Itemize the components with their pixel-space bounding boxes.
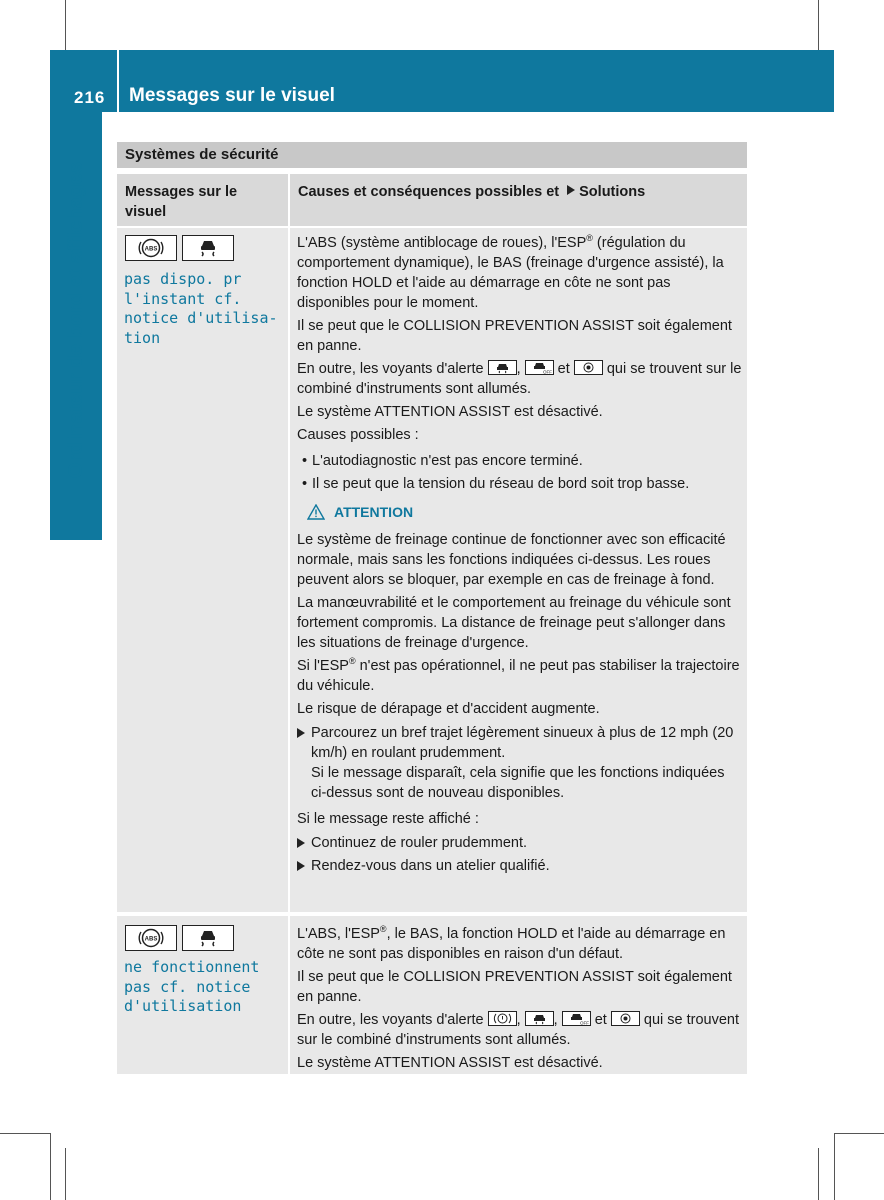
page-number: 216 [74,88,106,107]
row2-text [297,924,743,1076]
warning-triangle-icon [307,504,325,520]
display-line: notice d'utilisa- [124,309,278,327]
solution-step [297,856,743,876]
paragraph [297,656,743,696]
display-line: l'instant cf. [124,289,242,308]
esp-warning-lamp-icon [525,1011,554,1026]
paragraph: Causes possibles : [297,427,419,443]
bullet-mark: • [301,453,308,469]
solution-step [297,723,743,803]
paragraph: Le système ATTENTION ASSIST est désactivé. [297,1055,603,1071]
text-span: n'est pas opérationnel, il ne peut pas stabiliser la trajectoire du véhicule. [297,658,740,694]
text-span: Si l'ESP [297,658,349,674]
esp-off-lamp-icon [525,360,554,375]
crop-mark [50,1133,51,1200]
brake-system-lamp-icon [488,1011,517,1026]
display-line: pas dispo. pr [124,270,242,288]
display-line: tion [124,328,161,347]
text-span: L'ABS (système antiblocage de roues), l'ESP [297,235,587,251]
abs-warning-icon [125,925,177,951]
paragraph: Il se peut que le COLLISION PREVENTION ASSIST soit également en panne. [297,969,732,1005]
warning-heading [307,502,743,522]
crop-mark [834,1133,884,1134]
step-text: Continuez de rouler prudemment. [311,835,528,851]
text-span: En outre, les voyants d'alerte [297,361,484,377]
paragraph [297,359,743,399]
bullet-text: Il se peut que la tension du réseau de bord soit trop basse. [312,476,690,492]
row2-display-message [124,958,259,1017]
svg-text:ABS: ABS [144,246,158,253]
crop-mark [834,1133,835,1200]
cause-bullet [297,451,743,471]
crop-mark [818,1148,819,1200]
row2-display-cell [117,916,288,1074]
crop-mark [65,0,66,50]
comma: , [553,1012,558,1028]
display-line: ne fonctionnent [124,958,260,976]
brake-lamp-icon [611,1011,640,1026]
header-divider [117,50,119,112]
step-arrow-icon [297,728,305,738]
esp-warning-lamp-icon [488,360,517,375]
header-left-label: Messages sur le visuel [125,184,238,220]
esp-off-lamp-icon [562,1011,591,1026]
bullet-text: L'autodiagnostic n'est pas encore terminé. [312,453,583,469]
registered-mark: ® [348,656,356,667]
step-arrow-icon [297,838,305,848]
step-text-main: Parcourez un bref trajet légèrement sinueux à plus de 12 mph (20 km/h) en roulant prudemment. [311,725,734,761]
abs-warning-icon [125,235,177,261]
section-title: Systèmes de sécurité [117,142,747,168]
paragraph [297,924,743,964]
paragraph: Il se peut que le COLLISION PREVENTION ASSIST soit également en panne. [297,318,732,354]
esp-skid-icon [182,925,234,951]
row1-icon-group [125,235,234,261]
display-line: pas cf. notice [124,977,251,996]
solution-arrow-icon [567,185,575,195]
header-right-suffix: Solutions [579,184,646,200]
paragraph: Le risque de dérapage et d'accident augmente. [297,701,600,717]
table-header-right [290,174,747,226]
table-header-left [117,174,288,226]
paragraph: Le système de freinage continue de fonctionner avec son efficacité normale, mais sans les fonctions indiquées ci-dessus. Les roues peuvent alors se bloquer, par exemple en cas de freinage à fond. [297,532,726,588]
paragraph: Le système ATTENTION ASSIST est désactivé. [297,404,603,420]
step-text: Rendez-vous dans un atelier qualifié. [311,858,550,874]
row2-icon-group [125,925,234,951]
text-span: L'ABS, l'ESP [297,926,380,942]
text-span: qui se trouvent sur le combiné d'instruments sont allumés. [297,1012,740,1048]
svg-text:OFF: OFF [579,1020,589,1025]
step-text [311,723,743,803]
display-line: d'utilisation [124,997,242,1015]
crop-mark [0,1133,50,1134]
solution-step [297,833,743,853]
text-span: qui se trouvent sur le combiné d'instruments sont allumés. [297,361,742,397]
svg-text:OFF: OFF [542,369,552,374]
text-span: En outre, les voyants d'alerte [297,1012,484,1028]
text-span: , le BAS, la fonction HOLD et l'aide au démarrage en côte ne sont pas disponibles en raison d'un défaut. [297,926,726,962]
header-right-label: Causes et conséquences possibles et [298,184,560,200]
crop-mark [65,1148,66,1200]
side-chapter-label: Ordinateur de bord et affichages [64,161,87,479]
registered-mark: ® [586,233,593,244]
page-title: Messages sur le visuel [129,85,335,106]
comma: , [516,1012,521,1028]
esp-skid-icon [182,235,234,261]
row1-text [297,233,743,879]
svg-text:ABS: ABS [144,936,158,943]
text-span: et [557,361,570,377]
row1-display-cell [117,228,288,912]
text-span: et [594,1012,607,1028]
row1-display-message [124,270,278,348]
warning-label: ATTENTION [334,504,414,520]
registered-mark: ® [379,924,387,935]
row2-causes-cell [290,916,747,1074]
row1-causes-cell [290,228,747,912]
brake-lamp-icon [574,360,603,375]
paragraph [297,233,743,313]
cause-bullet [297,474,743,494]
paragraph: Si le message reste affiché : [297,811,479,827]
paragraph [297,1010,743,1050]
crop-mark [818,0,819,50]
text-span: (régulation du comportement dynamique), le BAS (freinage d'urgence assisté), la fonction HOLD et l'aide au démarrage en côte ne sont pas disponibles pour le moment. [297,235,724,311]
step-note: Si le message disparaît, cela signifie que les fonctions indiquées ci-dessus sont de nouveau disponibles. [311,765,725,801]
step-arrow-icon [297,861,305,871]
bullet-mark: • [301,476,308,492]
paragraph: La manœuvrabilité et le comportement au freinage du véhicule sont fortement compromis. La distance de freinage peut s'allonger dans les situations de freinage d'urgence. [297,595,731,651]
comma: , [516,361,521,377]
